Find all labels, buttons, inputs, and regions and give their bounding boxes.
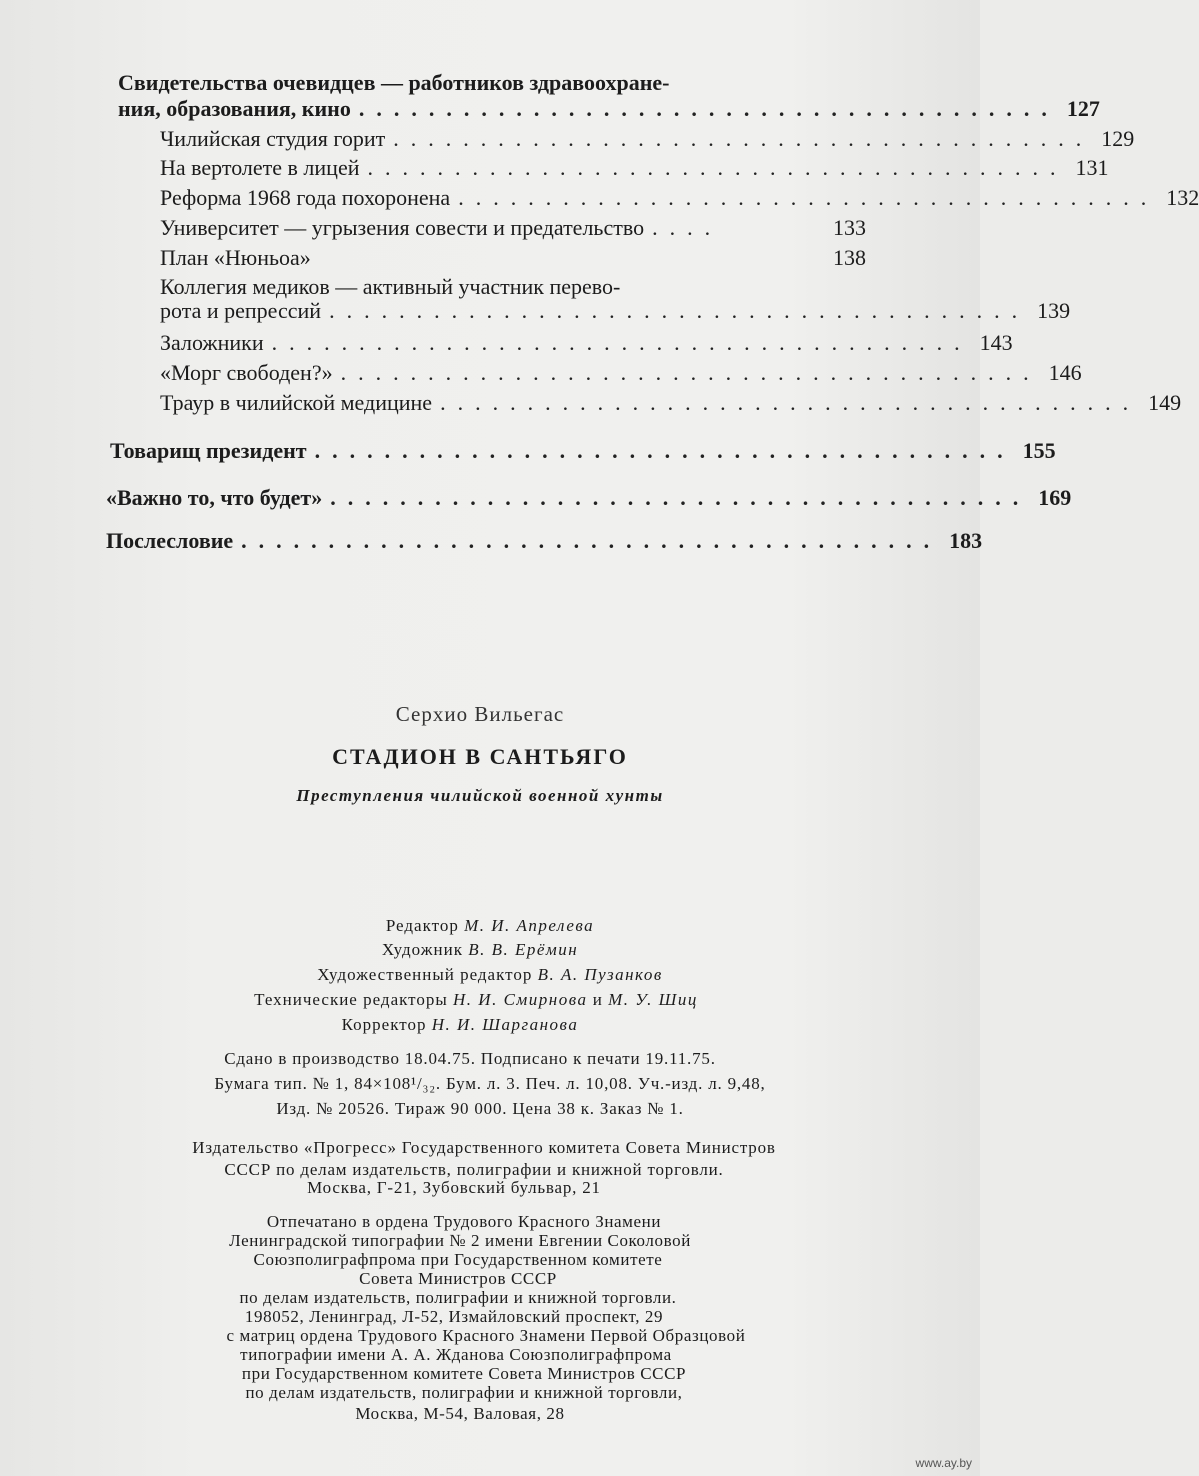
toc-entry (106, 528, 983, 554)
credit-name: Н. И. Шарганова (431, 1015, 579, 1034)
printer-line: Москва, М-54, Валовая, 28 (355, 1404, 565, 1423)
credit-name: М. У. Шиц (608, 990, 698, 1009)
toc-entry-title: «Морг свободен?» (160, 360, 333, 385)
print-info-line: Сдано в производство 18.04.75. Подписано к печати 19.11.75. (224, 1049, 716, 1068)
toc-entry (106, 485, 1072, 511)
credit-role: Редактор (385, 916, 459, 935)
printer-line: по делам издательств, полиграфии и книжной торговли, (245, 1383, 683, 1402)
toc-page-number: 143 (979, 330, 1013, 355)
toc-page-number: 132 (1166, 185, 1199, 210)
printer-line: Совета Министров СССР (359, 1269, 557, 1288)
credit-role: Технические редакторы (254, 990, 448, 1009)
book-author: Серхио Вильегас (395, 702, 565, 726)
credit-art-editor (0, 963, 980, 987)
toc-page-number: 129 (1101, 126, 1135, 151)
toc-entry (160, 360, 1082, 386)
printer-line: по делам издательств, полиграфии и книжной торговли. (239, 1288, 677, 1307)
credit-role: Корректор (341, 1015, 427, 1034)
toc-entry-title: Реформа 1968 года похоронена (160, 185, 451, 210)
toc-page-number: 131 (1075, 155, 1109, 180)
toc-entry-title: Товарищ президент (110, 438, 307, 463)
toc-leader-dots: ........................................ (358, 96, 1059, 121)
credit-name: В. В. Ерёмин (468, 940, 579, 959)
toc-entry (160, 245, 866, 271)
printer-line: типографии имени А. А. Жданова Союзполиграфпрома (240, 1345, 672, 1364)
toc-entry-title-line: Коллегия медиков — активный участник перево- (160, 274, 621, 299)
toc-page-number: 133 (833, 215, 866, 240)
toc-page-number: 127 (1066, 96, 1100, 121)
credit-name: М. И. Апрелева (464, 916, 595, 935)
publisher-line: Москва, Г-21, Зубовский бульвар, 21 (307, 1178, 601, 1197)
toc-entry-title-line: Свидетельства очевидцев — работников здравоохране- (118, 70, 670, 95)
credit-conjunction: и (592, 990, 603, 1009)
toc-entry-title: Послесловие (106, 528, 234, 553)
toc-leader-dots: ........................................ (329, 298, 1030, 323)
credit-name: В. А. Пузанков (537, 965, 663, 984)
publisher-line: СССР по делам издательств, полиграфии и книжной торговли. (224, 1160, 724, 1179)
credit-proofreader (0, 1013, 950, 1037)
credit-tech-editors (0, 988, 966, 1012)
credit-editor (0, 914, 980, 938)
toc-leader-dots: ........................................ (241, 528, 942, 553)
toc-entry-title: рота и репрессий (160, 298, 322, 323)
printer-line: с матриц ордена Трудового Красного Знамени Первой Образцовой (226, 1326, 746, 1345)
toc-page-number: 146 (1048, 360, 1082, 385)
toc-entry (110, 438, 1056, 464)
print-info-line: Изд. № 20526. Тираж 90 000. Цена 38 к. Заказ № 1. (276, 1099, 684, 1118)
toc-leader-dots: ........................................ (314, 438, 1015, 463)
toc-entry (118, 96, 1100, 122)
toc-page-number: 139 (1037, 298, 1071, 323)
printer-line: Ленинградской типографии № 2 имени Евгении Соколовой (229, 1231, 691, 1250)
toc-entry (160, 390, 1182, 416)
toc-entry-title: ния, образования, кино (118, 96, 351, 121)
toc-page-number: 149 (1148, 390, 1182, 415)
toc-leader-dots: ........................................ (458, 185, 1159, 210)
credit-role: Художник (381, 940, 463, 959)
toc-leader-dots: ........................................ (367, 155, 1068, 180)
toc-entry-title: На вертолете в лицей (160, 155, 360, 180)
toc-entry (160, 185, 1199, 211)
toc-entry-title: План «Нюньоа» (160, 245, 311, 270)
toc-page-number: 169 (1038, 485, 1072, 510)
toc-entry (160, 215, 866, 241)
publisher-line: Издательство «Прогресс» Государственного комитета Совета Министров (192, 1138, 776, 1157)
toc-entry-title: Траур в чилийской медицине (160, 390, 433, 415)
toc-leader-dots: .... (652, 215, 723, 240)
credit-name: Н. И. Смирнова (453, 990, 588, 1009)
toc-page-number: 138 (833, 245, 866, 270)
printer-line: при Государственном комитете Совета Министров СССР (241, 1364, 687, 1383)
credit-role: Художественный редактор (317, 965, 533, 984)
printer-line: Отпечатано в ордена Трудового Красного Знамени (266, 1212, 662, 1231)
toc-leader-dots: ........................................ (340, 360, 1041, 385)
book-subtitle: Преступления чилийской военной хунты (296, 786, 664, 805)
book-title: СТАДИОН В САНТЬЯГО (332, 744, 628, 769)
print-info-line: Бумага тип. № 1, 84×108¹/₃₂. Бум. л. 3. Печ. л. 10,08. Уч.-изд. л. 9,48, (214, 1074, 766, 1093)
toc-entry (160, 126, 1135, 152)
toc-entry (160, 155, 1109, 181)
credit-artist (0, 938, 970, 962)
toc-entry-title: «Важно то, что будет» (106, 485, 323, 510)
toc-leader-dots: ........................................ (440, 390, 1141, 415)
toc-entry (160, 298, 1071, 324)
toc-entry-title: Чилийская студия горит (160, 126, 386, 151)
toc-entry (160, 330, 1013, 356)
site-watermark: www.ay.by (915, 1456, 972, 1470)
toc-leader-dots: ........................................ (393, 126, 1094, 151)
toc-page-number: 183 (949, 528, 983, 553)
toc-entry-title: Университет — угрызения совести и предательство (160, 215, 645, 240)
toc-page-number: 155 (1022, 438, 1056, 463)
toc-entry-title: Заложники (160, 330, 264, 355)
toc-leader-dots: ........................................ (330, 485, 1031, 510)
toc-leader-dots: ........................................ (271, 330, 972, 355)
printer-line: Союзполиграфпрома при Государственном комитете (253, 1250, 663, 1269)
printer-line: 198052, Ленинград, Л-52, Измайловский проспект, 29 (244, 1307, 664, 1326)
